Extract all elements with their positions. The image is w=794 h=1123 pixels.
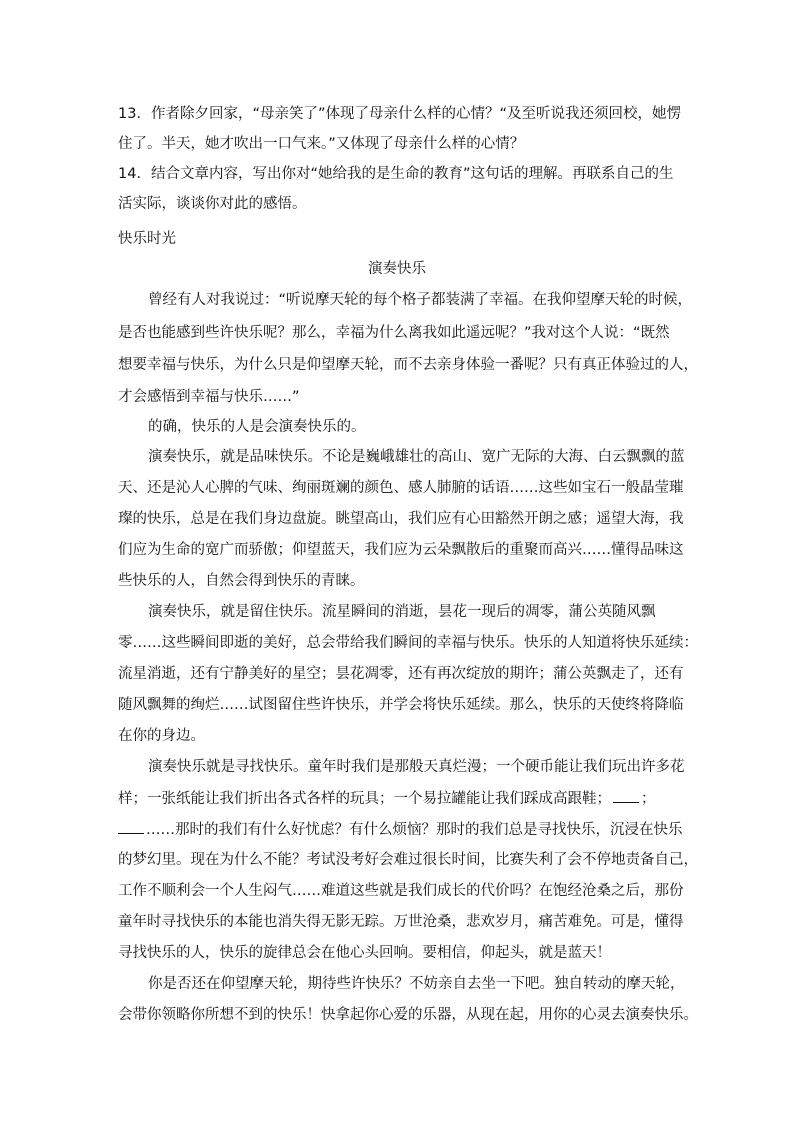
- paragraph-4-line-2: 零……这些瞬间即逝的美好，总会带给我们瞬间的幸福与快乐。快乐的人知道将快乐延续：: [118, 635, 698, 651]
- question-13-line-2: 住了。半天，她才吹出一口气来。”又体现了母亲什么样的心情？: [118, 136, 525, 152]
- paragraph-2: 的确，快乐的人是会演奏快乐的。: [148, 419, 366, 435]
- question-14-line-2: 活实际，谈谈你对此的感悟。: [118, 196, 307, 212]
- paragraph-3-line-5: 些快乐的人，自然会得到快乐的青睐。: [118, 573, 365, 589]
- paragraph-4-line-1: 演奏快乐，就是留住快乐。流星瞬间的消逝，昙花一现后的凋零，蒲公英随风飘: [148, 604, 656, 620]
- paragraph-5-line-5: 工作不顺利会一个人生闷气……难道这些就是我们成长的代价吗？在饱经沧桑之后，那份: [118, 883, 684, 899]
- paragraph-5-line-2-end: ；: [641, 791, 656, 807]
- paragraph-5-line-2: [118, 788, 656, 809]
- paragraph-5-line-3: [118, 819, 683, 840]
- paragraph-3-line-2: 天、还是沁人心脾的气味、绚丽斑斓的颜色、感人肺腑的话语……这些如宝石一般晶莹璀: [118, 480, 684, 496]
- paragraph-6-line-1: 你是否还在仰望摩天轮，期待些许快乐？不妨亲自去坐一下吧。独自转动的摩天轮，: [148, 976, 685, 992]
- paragraph-5-line-7: 寻找快乐的人，快乐的旋律总会在他心头回响。要相信，仰起头，就是蓝天！: [118, 945, 611, 961]
- section-label: 快乐时光: [118, 231, 176, 247]
- paragraph-5-line-2-text: 样；一张纸能让我们折出各式各样的玩具；一个易拉罐能让我们踩成高跟鞋；: [118, 791, 611, 807]
- paragraph-1-line-4: 才会感悟到幸福与快乐……”: [118, 389, 300, 405]
- paragraph-4-line-3: 流星消逝，还有宁静美好的星空；昙花凋零，还有再次绽放的期许；蒲公英飘走了，还有: [118, 666, 684, 682]
- paragraph-5-line-4: 的梦幻里。现在为什么不能？考试没考好会难过很长时间，比赛失利了会不停地责备自己，: [118, 852, 698, 868]
- paragraph-4-line-4: 随风飘舞的绚烂……试图留住些许快乐，并学会将快乐延续。那么，快乐的天使终将降临: [118, 697, 684, 713]
- paragraph-6-line-2: 会带你领略你所想不到的快乐！快拿起你心爱的乐器，从现在起，用你的心灵去演奏快乐。: [118, 1007, 698, 1023]
- paragraph-5-line-1: 演奏快乐就是寻找快乐。童年时我们是那般天真烂漫；一个硬币能让我们玩出许多花: [148, 759, 685, 775]
- paragraph-1-line-1: 曾经有人对我说过：“听说摩天轮的每个格子都装满了幸福。在我仰望摩天轮的时候，: [148, 292, 693, 308]
- paragraph-5-line-3-text: ……那时的我们有什么好忧虑？有什么烦恼？那时的我们总是寻找快乐，沉浸在快乐: [146, 822, 683, 838]
- paragraph-1-line-2: 是否也能感到些许快乐呢？那么，幸福为什么离我如此遥远呢？”我对这个人说：“既然: [118, 325, 670, 341]
- paragraph-3-line-1: 演奏快乐，就是品味快乐。不论是巍峨雄壮的高山、宽广无际的大海、白云飘飘的蓝: [148, 449, 685, 465]
- paragraph-3-line-3: 璨的快乐，总是在我们身边盘旋。眺望高山，我们应有心田豁然开朗之感；遥望大海，我: [118, 511, 684, 527]
- fill-in-blank-1[interactable]: [613, 788, 639, 803]
- article-title: 演奏快乐: [368, 261, 426, 277]
- paragraph-1-line-3: 想要幸福与快乐，为什么只是仰望摩天轮，而不去亲身体验一番呢？只有真正体验过的人，: [118, 357, 698, 373]
- paragraph-5-line-6: 童年时寻找快乐的本能也消失得无影无踪。万世沧桑，悲欢岁月，痛苦难免。可是，懂得: [118, 914, 684, 930]
- question-14-line-1: 14．结合文章内容，写出你对“她给我的是生命的教育”这句话的理解。再联系自己的生: [118, 166, 674, 182]
- paragraph-3-line-4: 们应为生命的宽广而骄傲；仰望蓝天，我们应为云朵飘散后的重聚而高兴……懂得品味这: [118, 542, 684, 558]
- question-13-line-1: 13．作者除夕回家，“母亲笑了”体现了母亲什么样的心情？“及至听说我还须回校，她愣: [118, 106, 681, 122]
- fill-in-blank-2[interactable]: [118, 819, 144, 834]
- paragraph-4-line-5: 在你的身边。: [118, 728, 205, 744]
